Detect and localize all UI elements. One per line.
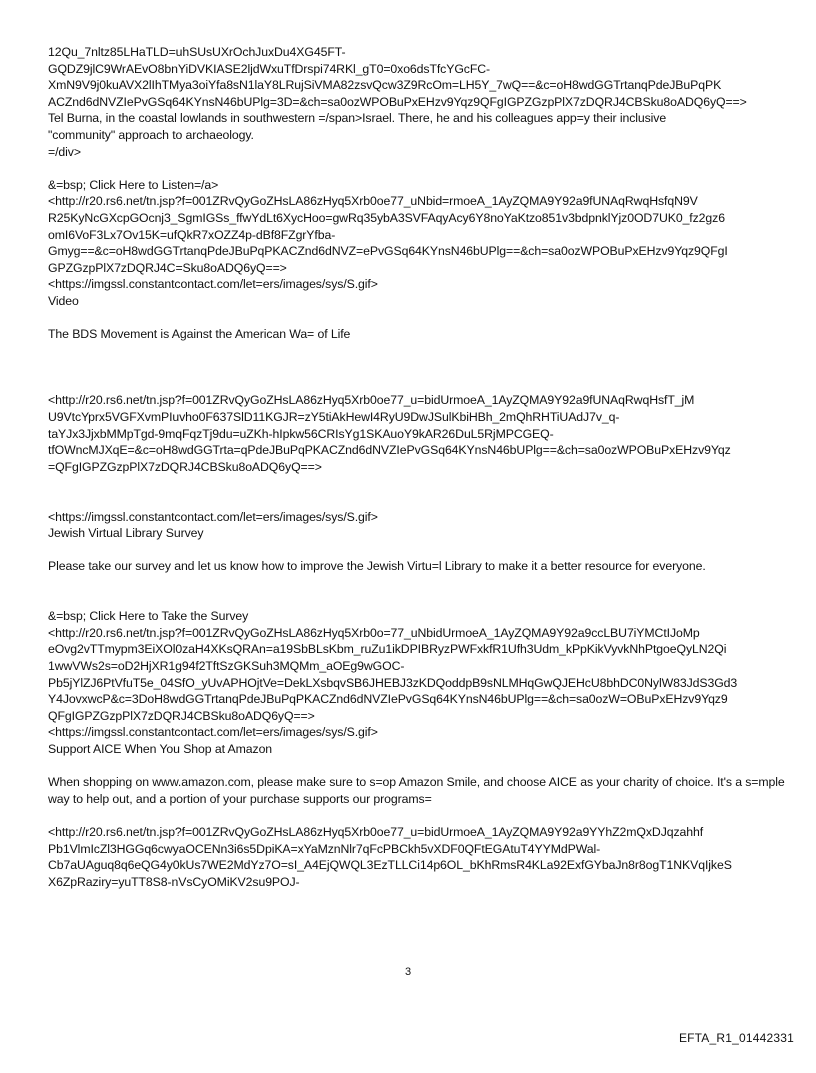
url-line: eOvg2vTTmypm3EiXOl0zaH4XKsQRAn=a19SbBLsKbm_ruZu1ikDPIBRyzPWFxkfR1Ufh3Udm_kPpKikVyvkNhPtgoeQyLN2Qi <box>48 642 727 657</box>
image-url-line: <https://imgssl.constantcontact.com/let=ers/images/sys/S.gif> <box>48 277 378 292</box>
url-line: <http://r20.rs6.net/tn.jsp?f=001ZRvQyGoZHsLA86zHyq5Xrb0o=77_uNbidUrmoeA_1AyZQMA9Y92a9ccLBU7iYMCtIJoMp <box>48 625 700 640</box>
section-heading: Video <box>48 293 79 308</box>
url-line: Y4JovxwcP&c=3DoH8wdGGTrtanqPdeJBuPqPKACZnd6dNVZIePvGSq64KYnsN46bUPlg==&ch=sa0ozW=OBuPxEHzv9Yqz9 <box>48 692 728 707</box>
text-line: GQDZ9jlC9WrAEvO8bnYiDVKIASE2ljdWxuTfDrspi74RKl_gT0=0xo6dsTfcYGcFC- <box>48 61 491 76</box>
url-line: X6ZpRaziry=yuTT8S8-nVsCyOMiKV2su9POJ- <box>48 874 300 889</box>
url-line: U9VtcYprx5VGFXvmPIuvho0F637SlD11KGJR=zY5tiAkHewI4RyU9DwJSulKbiHBh_2mQhRHTiUAdJ7v_q- <box>48 410 620 425</box>
image-url-line: <https://imgssl.constantcontact.com/let=ers/images/sys/S.gif> <box>48 509 378 524</box>
section-heading: Jewish Virtual Library Survey <box>48 526 204 541</box>
url-line: R25KyNcGXcpGOcnj3_SgmIGSs_ffwYdLt6XycHoo=gwRq35ybA3SVFAqyAcy6Y8noYaKtzo851v3bdpnklYjz0OD7UK0_fz2gz6 <box>48 210 725 225</box>
url-line: Cb7aUAguq8q6eQG4y0kUs7WE2MdYz7O=sI_A4EjQWQL3EzTLLCi14p6OL_bKhRmsR4KLa92ExfGYbaJn8r8ogT1NKVqIjkeS <box>48 858 732 873</box>
text-line: ACZnd6dNVZIePvGSq64KYnsN46bUPlg=3D=&ch=sa0ozWPOBuPxEHzv9Yqz9QFgIGPZGzpPlX7zDQRJ4CBSku8oADQ6yQ==> <box>48 94 747 109</box>
url-line: Pb1VlmIcZl3HGGq6cwyaOCENn3i6s5DpiKA=xYaMznNlr7qFcPBCkh5vXDF0QFtEGAtuT4YYMdPWal- <box>48 841 601 856</box>
url-line: <http://r20.rs6.net/tn.jsp?f=001ZRvQyGoZHsLA86zHyq5Xrb0oe77_u=bidUrmoeA_1AyZQMA9Y92a9YYhZ2mQxDJqzahhf <box>48 824 704 839</box>
page-number: 3 <box>404 966 412 978</box>
url-line: GPZGzpPlX7zDQRJ4C=Sku8oADQ6yQ==> <box>48 260 287 275</box>
text-line: "community" approach to archaeology. <box>48 127 254 142</box>
text-line: =/div> <box>48 144 81 159</box>
amazon-paragraph: When shopping on www.amazon.com, please make sure to s=op Amazon Smile, and choose AICE as your charity of choice. It's a s=mple way to help out, and a portion of your purchase supports our programs= <box>48 775 785 806</box>
article-title: The BDS Movement is Against the American Wa= of Life <box>48 327 351 342</box>
url-line: <http://r20.rs6.net/tn.jsp?f=001ZRvQyGoZHsLA86zHyq5Xrb0oe77_u=bidUrmoeA_1AyZQMA9Y92a9fUNAqRwqHsfT_jM <box>48 393 695 408</box>
text-line: Tel Burna, in the coastal lowlands in southwestern =/span>Israel. There, he and his colleagues app=y their inclusive <box>48 111 667 126</box>
image-url-line: <https://imgssl.constantcontact.com/let=ers/images/sys/S.gif> <box>48 725 378 740</box>
url-line: Gmyg==&c=oH8wdGGTrtanqPdeJBuPqPKACZnd6dNVZ=ePvGSq64KYnsN46bUPlg==&ch=sa0ozWPOBuPxEHzv9Yqz9QFgI <box>48 244 728 259</box>
text-line: 12Qu_7nltz85LHaTLD=uhSUsUXrOchJuxDu4XG45FT- <box>48 45 346 59</box>
section-heading: Support AICE When You Shop at Amazon <box>48 741 273 756</box>
listen-link-text: &=bsp; Click Here to Listen=/a> <box>48 177 219 192</box>
document-body <box>48 44 800 890</box>
url-line: taYJx3JjxbMMpTgd-9mqFqzTj9du=uZKh-hIpkw56CRIsYg1SKAuoY9kAR26DuL5RjMPCGEQ- <box>48 426 554 441</box>
document-id: EFTA_R1_01442331 <box>678 1031 794 1045</box>
url-line: =QFgIGPZGzpPlX7zDQRJ4CBSku8oADQ6yQ==> <box>48 459 322 474</box>
url-line: <http://r20.rs6.net/tn.jsp?f=001ZRvQyGoZHsLA86zHyq5Xrb0oe77_uNbid=rmoeA_1AyZQMA9Y92a9fUNAqRwqHsfqN9V <box>48 194 698 209</box>
url-line: Pb5jYlZJ6PtVfuT5e_04SfO_yUvAPHOjtVe=DekLXsbqvSB6JHEBJ3zKDQoddpB9sNLMHqGwQJEHcU8bhDC0NylW83JdS3Gd3 <box>48 675 738 690</box>
url-line: 1wwVWs2s=oD2HjXR1g94f2TftSzGKSuh3MQMm_aOEg9wGOC- <box>48 658 405 673</box>
survey-paragraph: Please take our survey and let us know how to improve the Jewish Virtu=l Library to make it a better resource for everyone. <box>48 559 706 574</box>
url-line: omI6VoF3Lx7Ov15K=ufQkR7xOZZ4p-dBf8FZgrYfba- <box>48 227 336 242</box>
survey-link-text: &=bsp; Click Here to Take the Survey <box>48 609 249 624</box>
text-line: XmN9V9j0kuAVX2lIhTMya3oiYfa8sN1laY8LRujSiVMA82zsvQcw3Z9RcOm=LH5Y_7wQ==&c=oH8wdGGTrtanqPdeJBuPqPK <box>48 78 722 93</box>
url-line: tfOWncMJXqE=&c=oH8wdGGTrta=qPdeJBuPqPKACZnd6dNVZIePvGSq64KYnsN46bUPlg==&ch=sa0ozWPOBuPxEHzv9Yqz <box>48 443 731 458</box>
url-line: QFgIGPZGzpPlX7zDQRJ4CBSku8oADQ6yQ==> <box>48 708 315 723</box>
